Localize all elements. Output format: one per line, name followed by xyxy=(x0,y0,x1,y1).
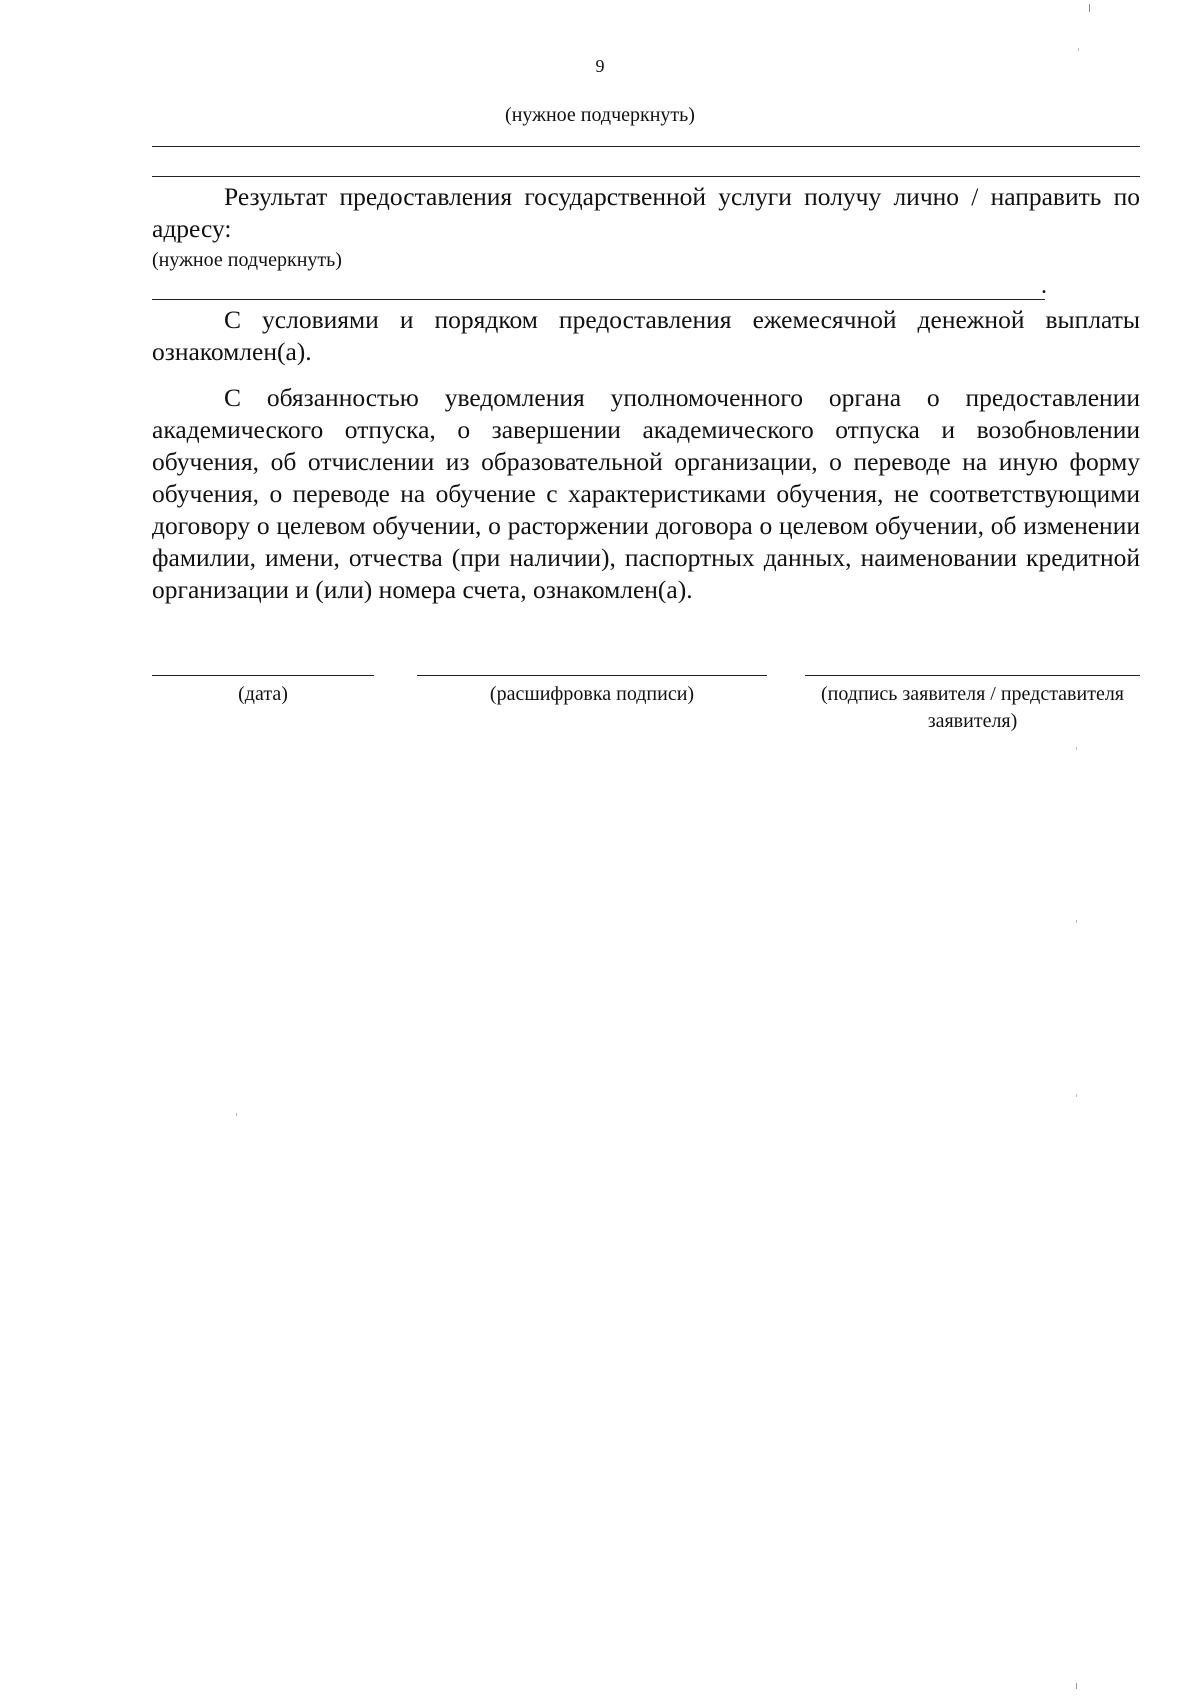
underline-hint-top: (нужное подчеркнуть) xyxy=(505,104,695,126)
result-delivery-paragraph: Результат предоставления государственной услуги получу лично / направить по адресу: xyxy=(152,182,1140,243)
scan-artifact xyxy=(1076,1094,1077,1097)
date-label: (дата) xyxy=(238,683,288,705)
scan-artifact xyxy=(236,1113,237,1116)
address-line-end: . xyxy=(1041,273,1047,299)
signature-decode-label: (расшифровка подписи) xyxy=(489,683,695,705)
scan-artifact xyxy=(1089,4,1090,12)
underline-hint-result: (нужное подчеркнуть) xyxy=(152,249,342,271)
blank-line-1 xyxy=(152,146,1140,147)
date-signature-line xyxy=(152,675,374,676)
blank-line-2 xyxy=(152,176,1140,177)
decode-signature-line xyxy=(417,675,767,676)
scan-artifact xyxy=(1076,747,1077,750)
obligation-paragraph: С обязанностью уведомления уполномоченного органа о предоставлении академического отпуска, о завершении академического отпуска и возобновлении обучения, об отчислении из образовательной организации, о переводе на иную форму обучения, о переводе на обучение с характеристиками обучения, не соответствующими договору о целевом обучении, о расторжении договора о целевом обучении, об изменении фамилии, имени, отчества (при наличии), паспортных данных, наименовании кредитной организации и (или) номера счета, ознакомлен(а). xyxy=(152,383,1140,604)
page-number: 9 xyxy=(595,56,605,76)
applicant-signature-label: (подпись заявителя / представителя заявителя) xyxy=(820,683,1125,732)
applicant-signature-line xyxy=(805,675,1140,676)
address-blank-line xyxy=(152,299,1045,300)
conditions-paragraph: С условиями и порядком предоставления ежемесячной денежной выплаты ознакомлен(а). xyxy=(152,305,1140,366)
scan-artifact xyxy=(1076,920,1077,923)
scan-artifact xyxy=(1076,1683,1077,1689)
scan-artifact xyxy=(1078,48,1079,51)
